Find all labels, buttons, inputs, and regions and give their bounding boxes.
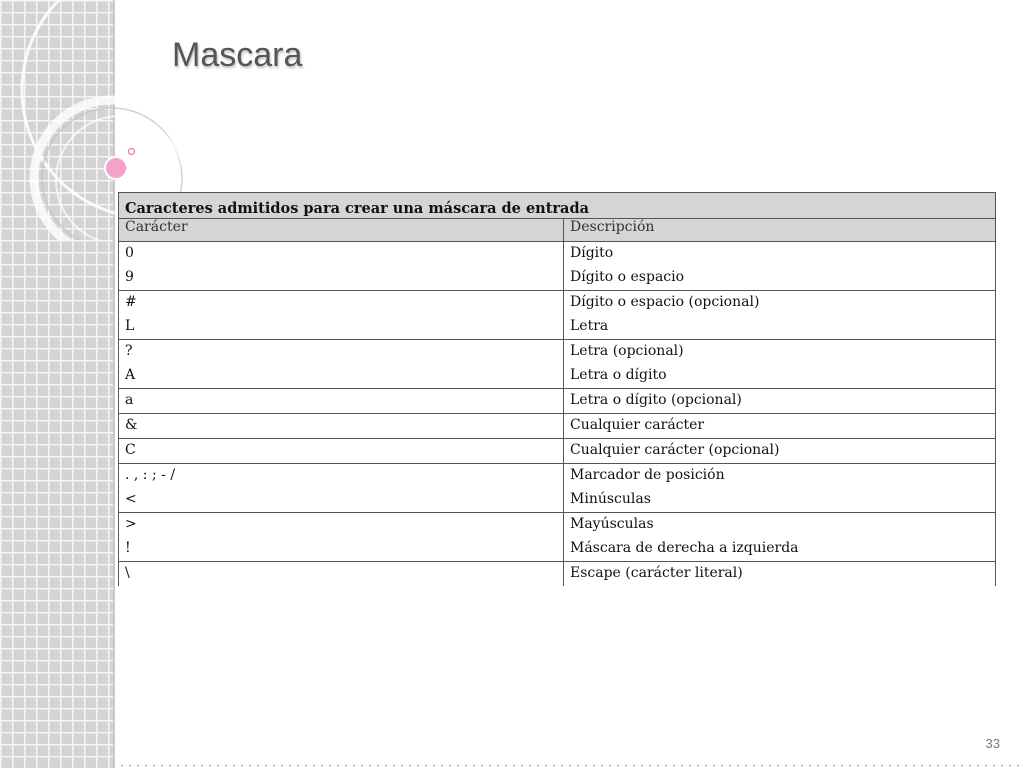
cell-description: Marcador de posición: [564, 464, 996, 489]
table-header-row: [119, 219, 996, 242]
cell-character: a: [119, 389, 564, 414]
cell-description: Letra o dígito: [564, 364, 996, 389]
cell-character: !: [119, 537, 564, 562]
cell-character: <: [119, 488, 564, 513]
cell-character: L: [119, 315, 564, 340]
cell-description: Cualquier carácter: [564, 414, 996, 439]
cell-description: Dígito o espacio (opcional): [564, 291, 996, 316]
table-row: [119, 562, 996, 587]
cell-character: C: [119, 439, 564, 464]
cell-description: Dígito o espacio: [564, 266, 996, 291]
slide-title: Mascara: [172, 36, 303, 74]
cell-description: Letra (opcional): [564, 340, 996, 365]
header-description: Descripción: [564, 219, 996, 242]
bullet-marker-icon: [128, 148, 135, 155]
table-row: [119, 537, 996, 562]
cell-description: Minúsculas: [564, 488, 996, 513]
cell-description: Escape (carácter literal): [564, 562, 996, 587]
cell-character: #: [119, 291, 564, 316]
table-row: [119, 340, 996, 365]
pink-bullet-icon: [105, 157, 127, 179]
cell-description: Letra: [564, 315, 996, 340]
cell-description: Mayúsculas: [564, 513, 996, 538]
table-caption-row: [119, 193, 996, 219]
page-number: 33: [985, 736, 1000, 751]
table-row: [119, 242, 996, 267]
cell-description: Máscara de derecha a izquierda: [564, 537, 996, 562]
cell-character: \: [119, 562, 564, 587]
table-row: [119, 364, 996, 389]
table-row: [119, 488, 996, 513]
header-character: Carácter: [119, 219, 564, 242]
cell-description: Cualquier carácter (opcional): [564, 439, 996, 464]
cell-character: ?: [119, 340, 564, 365]
table-caption: Caracteres admitidos para crear una máscara de entrada: [119, 193, 996, 219]
table-row: [119, 513, 996, 538]
table-row: [119, 439, 996, 464]
table-row: [119, 315, 996, 340]
table-row: [119, 291, 996, 316]
table-row: [119, 266, 996, 291]
cell-description: Dígito: [564, 242, 996, 267]
cell-character: 0: [119, 242, 564, 267]
table-row: [119, 464, 996, 489]
cell-character: A: [119, 364, 564, 389]
cell-character: &: [119, 414, 564, 439]
table-row: [119, 414, 996, 439]
cell-character: . , : ; - /: [119, 464, 564, 489]
input-mask-table: [118, 192, 996, 586]
cell-character: >: [119, 513, 564, 538]
bottom-dotted-divider: [118, 764, 1024, 767]
table-row: [119, 389, 996, 414]
cell-character: 9: [119, 266, 564, 291]
cell-description: Letra o dígito (opcional): [564, 389, 996, 414]
